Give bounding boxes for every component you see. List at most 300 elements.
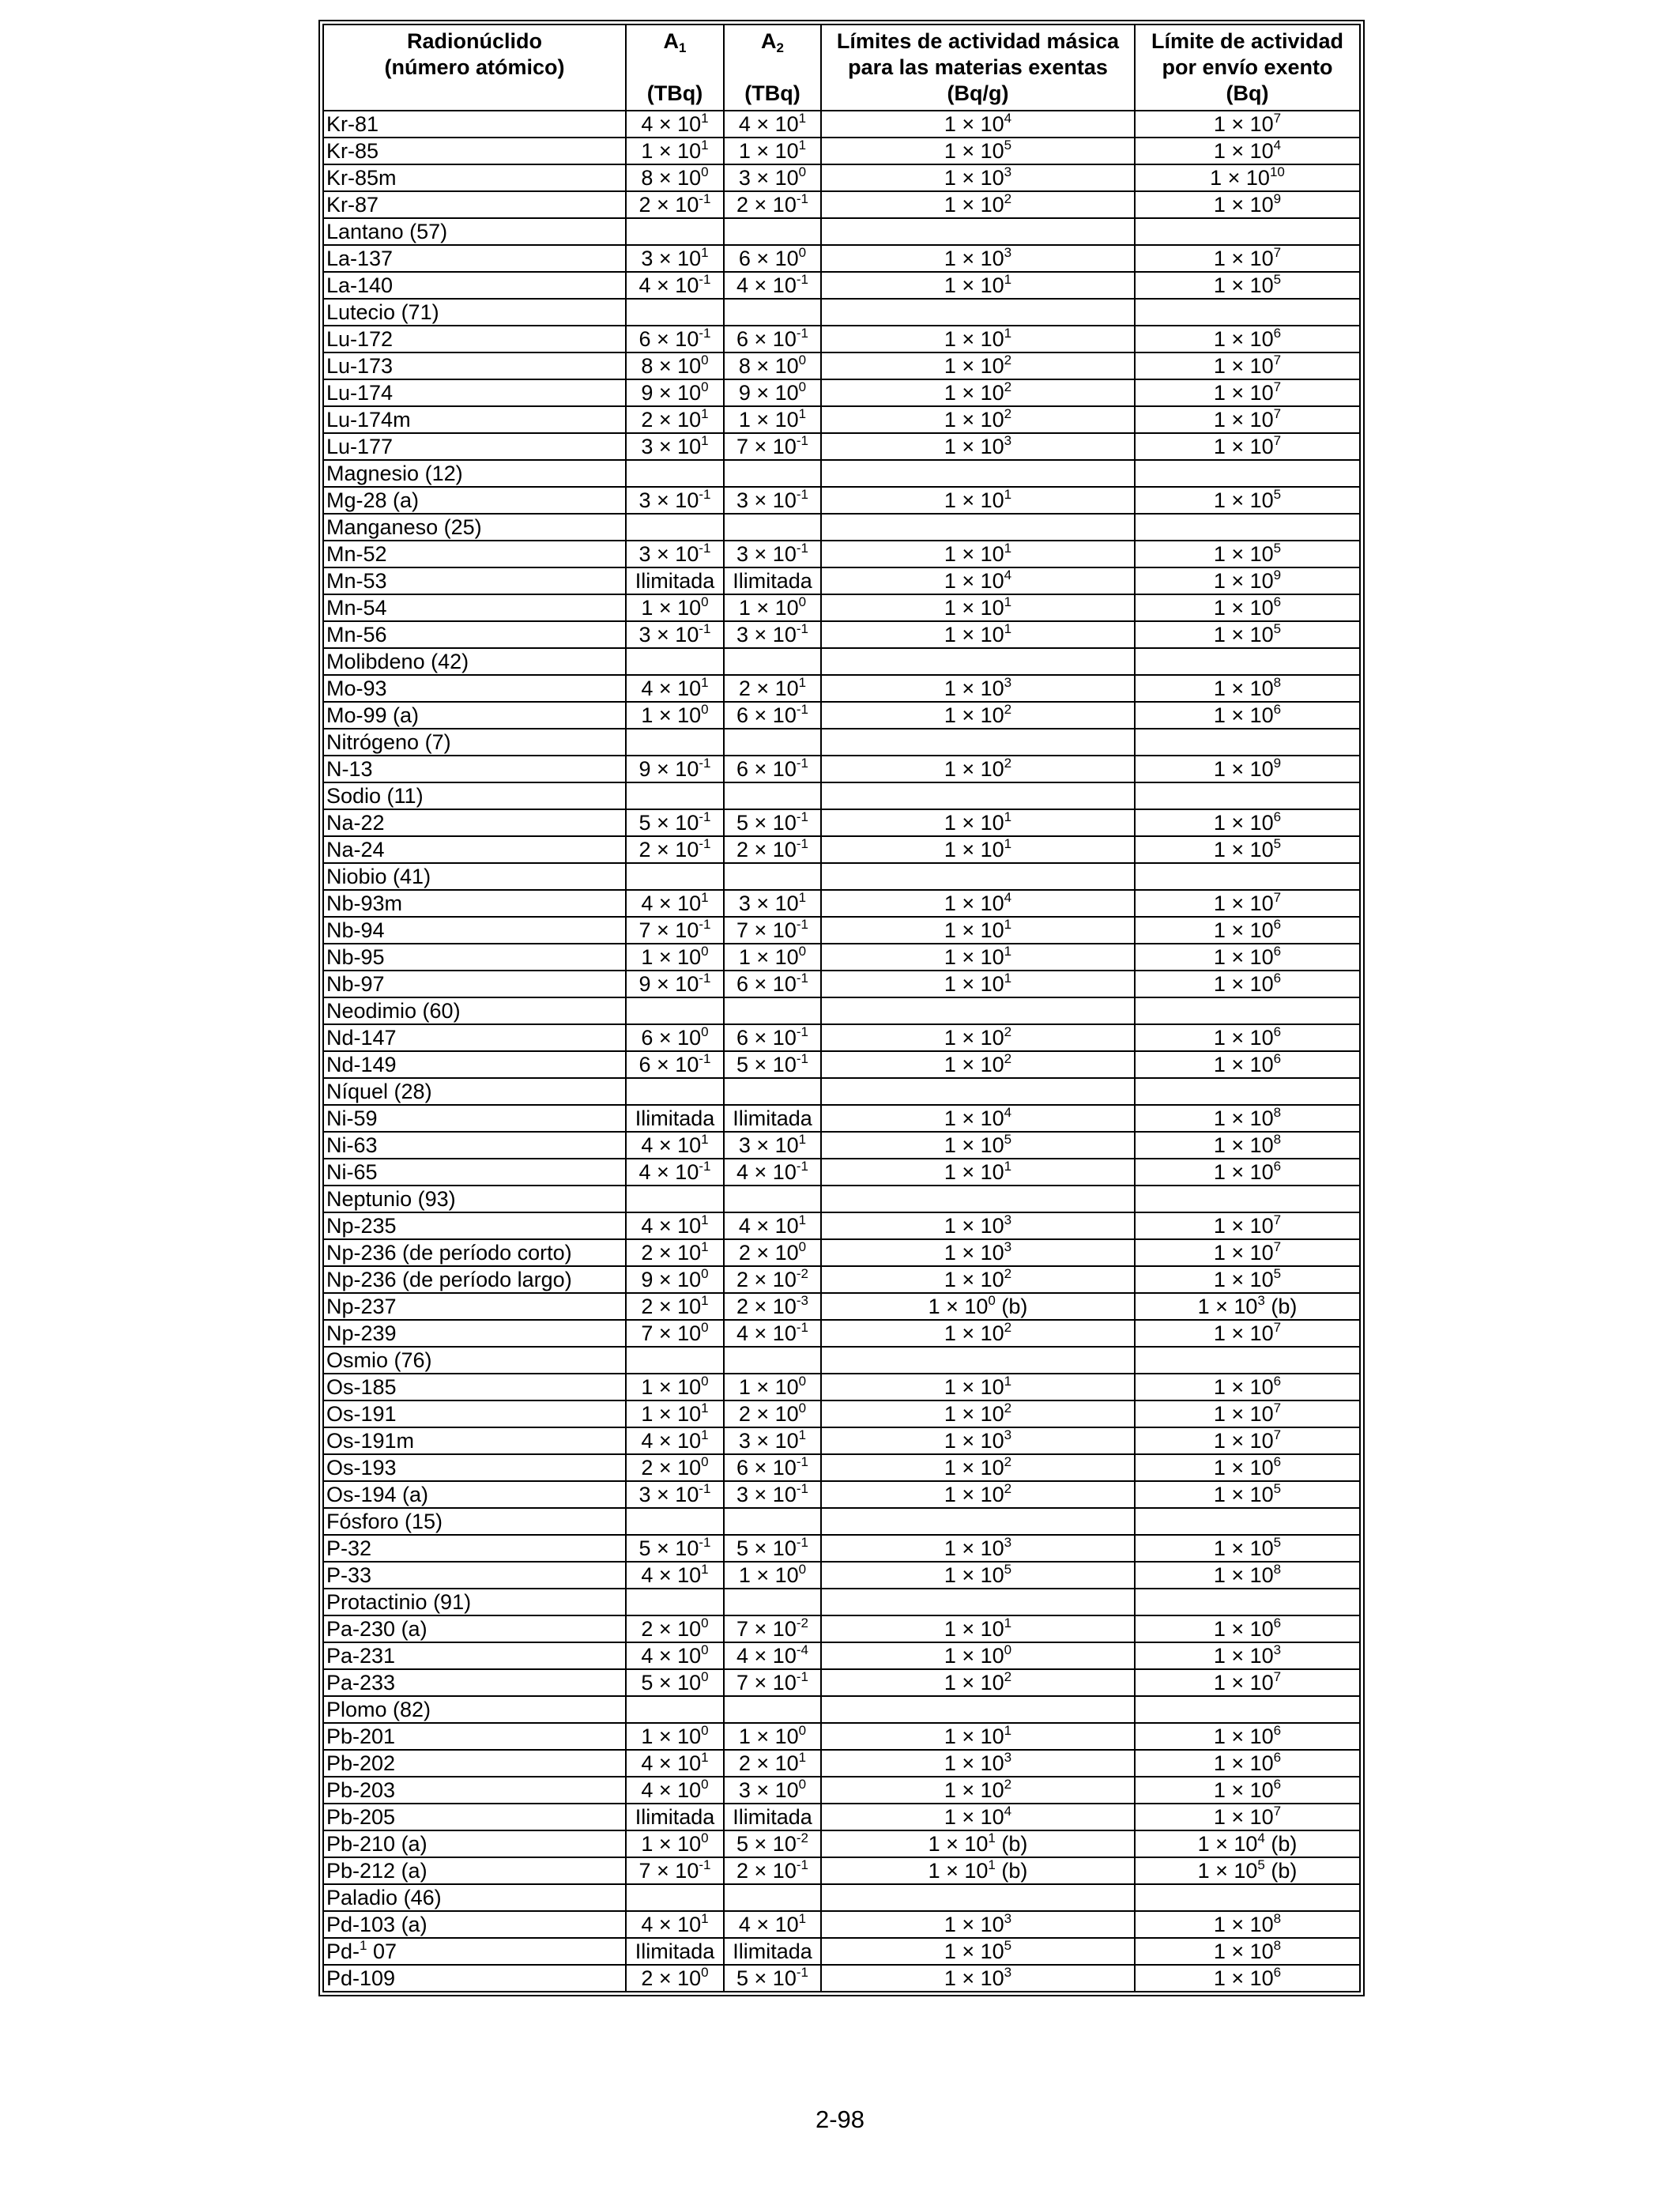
table-row <box>323 406 1360 433</box>
consignment-limit-cell: $1 \times 10^7$ <box>1135 379 1360 406</box>
element-group-row <box>323 514 1360 541</box>
table-row <box>323 836 1360 863</box>
a2-cell: Ilimitada <box>724 1938 821 1965</box>
header-line: por envío exento <box>1162 55 1333 79</box>
mass-limit-cell <box>821 460 1135 487</box>
nuclide-cell: Ni-63 <box>323 1132 626 1159</box>
a2-cell <box>724 1186 821 1212</box>
table-row <box>323 1427 1360 1454</box>
a1-cell: $4 \times 10^0$ <box>626 1642 724 1669</box>
a2-cell: $9 \times 10^0$ <box>724 379 821 406</box>
nuclide-cell: Pb-205 <box>323 1804 626 1830</box>
element-group-row <box>323 863 1360 890</box>
nuclide-cell: Np-236 (de período corto) <box>323 1239 626 1266</box>
consignment-limit-cell <box>1135 1186 1360 1212</box>
nuclide-cell: Pb-202 <box>323 1750 626 1777</box>
nuclide-cell: Lu-172 <box>323 326 626 352</box>
table-row <box>323 326 1360 352</box>
table-row <box>323 1669 1360 1696</box>
mass-limit-cell: $1 \times 10^1$ <box>821 971 1135 997</box>
a1-cell: $3 \times 10^{-1}$ <box>626 487 724 514</box>
table-row <box>323 971 1360 997</box>
a1-cell: $4 \times 10^1$ <box>626 1562 724 1589</box>
a2-cell: $4 \times 10^1$ <box>724 111 821 138</box>
element-group-row <box>323 1884 1360 1911</box>
table-row <box>323 1830 1360 1857</box>
nuclide-cell: Lantano (57) <box>323 218 626 245</box>
a2-cell: $4 \times 10^{-1}$ <box>724 1159 821 1186</box>
nuclide-cell: Manganeso (25) <box>323 514 626 541</box>
nuclide-cell: Nb-95 <box>323 944 626 971</box>
element-group-row <box>323 729 1360 756</box>
nuclide-cell: Mn-53 <box>323 567 626 594</box>
a2-cell: $1 \times 10^0$ <box>724 1723 821 1750</box>
header-unit: (Bq) <box>1226 81 1269 105</box>
a2-cell: $1 \times 10^1$ <box>724 406 821 433</box>
a1-cell: $3 \times 10^1$ <box>626 245 724 272</box>
a1-cell <box>626 1078 724 1105</box>
a2-cell: $8 \times 10^0$ <box>724 352 821 379</box>
a2-cell <box>724 782 821 809</box>
element-group-row <box>323 1508 1360 1535</box>
a1-cell: $4 \times 10^0$ <box>626 1777 724 1804</box>
mass-limit-cell: $1 \times 10^5$ <box>821 1132 1135 1159</box>
a1-cell: $9 \times 10^{-1}$ <box>626 971 724 997</box>
a1-cell: $4 \times 10^1$ <box>626 1427 724 1454</box>
a2-cell: $2 \times 10^0$ <box>724 1400 821 1427</box>
nuclide-cell: Na-24 <box>323 836 626 863</box>
mass-limit-cell: $1 \times 10^1$ <box>821 836 1135 863</box>
mass-limit-cell <box>821 1884 1135 1911</box>
nuclide-cell: Kr-85m <box>323 164 626 191</box>
nuclide-cell: Pb-203 <box>323 1777 626 1804</box>
element-group-row <box>323 1078 1360 1105</box>
header-mass-activity-limits <box>821 25 1135 111</box>
nuclide-cell: Fósforo (15) <box>323 1508 626 1535</box>
a2-cell: $7 \times 10^{-1}$ <box>724 917 821 944</box>
mass-limit-cell: $1 \times 10^5$ <box>821 1938 1135 1965</box>
nuclide-cell: Np-239 <box>323 1320 626 1347</box>
nuclide-cell: Mg-28 (a) <box>323 487 626 514</box>
table-row <box>323 1320 1360 1347</box>
header-line: $A_2$ <box>761 29 784 55</box>
consignment-limit-cell: $1 \times 10^6$ <box>1135 326 1360 352</box>
mass-limit-cell: $1 \times 10^1$ <box>821 809 1135 836</box>
nuclide-cell: Pb-210 (a) <box>323 1830 626 1857</box>
consignment-limit-cell: $1 \times 10^6$ <box>1135 1777 1360 1804</box>
consignment-limit-cell: $1 \times 10^6$ <box>1135 1615 1360 1642</box>
a2-cell: $2 \times 10^1$ <box>724 1750 821 1777</box>
mass-limit-cell: $1 \times 10^3$ <box>821 245 1135 272</box>
mass-limit-cell: $1 \times 10^3$ <box>821 675 1135 702</box>
table-row <box>323 541 1360 567</box>
table-row <box>323 1965 1360 1992</box>
table-row <box>323 191 1360 218</box>
a2-cell: $3 \times 10^1$ <box>724 890 821 917</box>
a1-cell: $5 \times 10^{-1}$ <box>626 1535 724 1562</box>
a1-cell: $2 \times 10^1$ <box>626 406 724 433</box>
mass-limit-cell: $1 \times 10^2$ <box>821 191 1135 218</box>
a1-cell: $3 \times 10^{-1}$ <box>626 541 724 567</box>
table-row <box>323 1105 1360 1132</box>
consignment-limit-cell <box>1135 299 1360 326</box>
mass-limit-cell: $1 \times 10^1$ <box>821 272 1135 299</box>
table-row <box>323 1777 1360 1804</box>
consignment-limit-cell <box>1135 1884 1360 1911</box>
consignment-limit-cell: $1 \times 10^7$ <box>1135 111 1360 138</box>
mass-limit-cell <box>821 514 1135 541</box>
header-a2 <box>724 25 821 111</box>
consignment-limit-cell: $1 \times 10^4$ (b) <box>1135 1830 1360 1857</box>
nuclide-cell: Protactinio (91) <box>323 1589 626 1615</box>
consignment-limit-cell: $1 \times 10^5$ <box>1135 541 1360 567</box>
a1-cell: $2 \times 10^0$ <box>626 1454 724 1481</box>
consignment-limit-cell <box>1135 1589 1360 1615</box>
a1-cell: $1 \times 10^1$ <box>626 138 724 164</box>
a2-cell: $5 \times 10^{-1}$ <box>724 1965 821 1992</box>
a1-cell: Ilimitada <box>626 1804 724 1830</box>
a2-cell <box>724 514 821 541</box>
nuclide-cell: Niobio (41) <box>323 863 626 890</box>
nuclide-cell: Np-237 <box>323 1293 626 1320</box>
a1-cell: $4 \times 10^1$ <box>626 1132 724 1159</box>
a2-cell: $6 \times 10^{-1}$ <box>724 702 821 729</box>
a2-cell <box>724 1589 821 1615</box>
consignment-limit-cell: $1 \times 10^6$ <box>1135 1159 1360 1186</box>
a1-cell: $1 \times 10^0$ <box>626 1374 724 1400</box>
table-row <box>323 1293 1360 1320</box>
nuclide-cell: Nd-147 <box>323 1024 626 1051</box>
table-row <box>323 1374 1360 1400</box>
nuclide-cell: La-140 <box>323 272 626 299</box>
consignment-limit-cell: $1 \times 10^5$ <box>1135 1535 1360 1562</box>
consignment-limit-cell: $1 \times 10^3$ <box>1135 1642 1360 1669</box>
a2-cell <box>724 1884 821 1911</box>
a1-cell: $4 \times 10^1$ <box>626 1911 724 1938</box>
mass-limit-cell: $1 \times 10^1$ <box>821 487 1135 514</box>
table-row <box>323 1051 1360 1078</box>
mass-limit-cell <box>821 1347 1135 1374</box>
a1-cell: $7 \times 10^{-1}$ <box>626 917 724 944</box>
a2-cell: Ilimitada <box>724 1105 821 1132</box>
nuclide-cell: P-33 <box>323 1562 626 1589</box>
element-group-row <box>323 997 1360 1024</box>
a1-cell: $4 \times 10^{-1}$ <box>626 272 724 299</box>
a2-cell <box>724 1696 821 1723</box>
table-row <box>323 890 1360 917</box>
nuclide-cell: Magnesio (12) <box>323 460 626 487</box>
a1-cell <box>626 218 724 245</box>
mass-limit-cell: $1 \times 10^3$ <box>821 1535 1135 1562</box>
consignment-limit-cell: $1 \times 10^6$ <box>1135 1374 1360 1400</box>
element-group-row <box>323 299 1360 326</box>
table-row <box>323 138 1360 164</box>
nuclide-cell: Pa-230 (a) <box>323 1615 626 1642</box>
table-row <box>323 1400 1360 1427</box>
consignment-limit-cell: $1 \times 10^6$ <box>1135 594 1360 621</box>
nuclide-cell: Nd-149 <box>323 1051 626 1078</box>
a1-cell: $1 \times 10^0$ <box>626 1830 724 1857</box>
mass-limit-cell: $1 \times 10^5$ <box>821 1562 1135 1589</box>
a2-cell <box>724 460 821 487</box>
mass-limit-cell: $1 \times 10^1$ <box>821 621 1135 648</box>
nuclide-cell: Sodio (11) <box>323 782 626 809</box>
mass-limit-cell: $1 \times 10^1$ (b) <box>821 1857 1135 1884</box>
table-row <box>323 245 1360 272</box>
a2-cell: $7 \times 10^{-1}$ <box>724 433 821 460</box>
header-line: Límite de actividad <box>1151 29 1344 53</box>
table-row <box>323 1804 1360 1830</box>
consignment-limit-cell <box>1135 514 1360 541</box>
nuclide-cell: Plomo (82) <box>323 1696 626 1723</box>
consignment-limit-cell: $1 \times 10^7$ <box>1135 245 1360 272</box>
consignment-limit-cell: $1 \times 10^8$ <box>1135 675 1360 702</box>
mass-limit-cell: $1 \times 10^4$ <box>821 1105 1135 1132</box>
mass-limit-cell: $1 \times 10^0$ <box>821 1642 1135 1669</box>
consignment-limit-cell: $1 \times 10^7$ <box>1135 1212 1360 1239</box>
nuclide-cell: Pd-103 (a) <box>323 1911 626 1938</box>
a1-cell <box>626 1696 724 1723</box>
a1-cell: $9 \times 10^{-1}$ <box>626 756 724 782</box>
a2-cell: $6 \times 10^{-1}$ <box>724 1454 821 1481</box>
consignment-limit-cell <box>1135 648 1360 675</box>
consignment-limit-cell: $1 \times 10^4$ <box>1135 138 1360 164</box>
mass-limit-cell <box>821 1508 1135 1535</box>
mass-limit-cell: $1 \times 10^1$ <box>821 541 1135 567</box>
nuclide-cell: Os-191 <box>323 1400 626 1427</box>
header-a1 <box>626 25 724 111</box>
a1-cell: $2 \times 10^0$ <box>626 1615 724 1642</box>
a1-cell <box>626 460 724 487</box>
table-row <box>323 1938 1360 1965</box>
a2-cell <box>724 218 821 245</box>
a1-cell: $2 \times 10^{-1}$ <box>626 836 724 863</box>
consignment-limit-cell: $1 \times 10^9$ <box>1135 567 1360 594</box>
consignment-limit-cell: $1 \times 10^6$ <box>1135 917 1360 944</box>
consignment-limit-cell: $1 \times 10^5$ <box>1135 836 1360 863</box>
table-row <box>323 944 1360 971</box>
mass-limit-cell: $1 \times 10^4$ <box>821 111 1135 138</box>
mass-limit-cell: $1 \times 10^1$ <box>821 917 1135 944</box>
consignment-limit-cell: $1 \times 10^6$ <box>1135 944 1360 971</box>
a2-cell: $6 \times 10^0$ <box>724 245 821 272</box>
mass-limit-cell: $1 \times 10^1$ (b) <box>821 1830 1135 1857</box>
a1-cell: Ilimitada <box>626 1938 724 1965</box>
mass-limit-cell <box>821 299 1135 326</box>
table-row <box>323 1615 1360 1642</box>
a1-cell: $6 \times 10^0$ <box>626 1024 724 1051</box>
a2-cell: $2 \times 10^{-3}$ <box>724 1293 821 1320</box>
consignment-limit-cell: $1 \times 10^7$ <box>1135 1400 1360 1427</box>
mass-limit-cell: $1 \times 10^3$ <box>821 164 1135 191</box>
a2-cell <box>724 648 821 675</box>
a2-cell: $4 \times 10^1$ <box>724 1212 821 1239</box>
a2-cell: $3 \times 10^{-1}$ <box>724 1481 821 1508</box>
nuclide-cell: Lu-173 <box>323 352 626 379</box>
a2-cell <box>724 299 821 326</box>
a2-cell: $4 \times 10^{-1}$ <box>724 1320 821 1347</box>
a1-cell: $4 \times 10^1$ <box>626 1750 724 1777</box>
nuclide-cell: Mn-52 <box>323 541 626 567</box>
table-row <box>323 594 1360 621</box>
a1-cell <box>626 782 724 809</box>
nuclide-cell: Nitrógeno (7) <box>323 729 626 756</box>
a1-cell: $4 \times 10^1$ <box>626 675 724 702</box>
mass-limit-cell <box>821 997 1135 1024</box>
nuclide-cell: Kr-81 <box>323 111 626 138</box>
header-line: para las materias exentas <box>848 55 1108 79</box>
nuclide-cell: Pd-109 <box>323 1965 626 1992</box>
nuclide-cell: Nb-97 <box>323 971 626 997</box>
nuclide-cell: Kr-87 <box>323 191 626 218</box>
table-row <box>323 1024 1360 1051</box>
a2-cell: $6 \times 10^{-1}$ <box>724 326 821 352</box>
consignment-limit-cell: $1 \times 10^5$ <box>1135 272 1360 299</box>
table-body <box>323 111 1360 1992</box>
consignment-limit-cell: $1 \times 10^8$ <box>1135 1132 1360 1159</box>
nuclide-cell: Kr-85 <box>323 138 626 164</box>
table-row <box>323 1642 1360 1669</box>
a2-cell: $6 \times 10^{-1}$ <box>724 971 821 997</box>
mass-limit-cell: $1 \times 10^3$ <box>821 1427 1135 1454</box>
mass-limit-cell: $1 \times 10^2$ <box>821 756 1135 782</box>
a1-cell <box>626 1186 724 1212</box>
a1-cell: $3 \times 10^1$ <box>626 433 724 460</box>
mass-limit-cell: $1 \times 10^2$ <box>821 1024 1135 1051</box>
mass-limit-cell: $1 \times 10^1$ <box>821 326 1135 352</box>
table-row <box>323 1132 1360 1159</box>
table-row <box>323 1723 1360 1750</box>
table-row <box>323 111 1360 138</box>
consignment-limit-cell: $1 \times 10^3$ (b) <box>1135 1293 1360 1320</box>
a2-cell <box>724 1508 821 1535</box>
nuclide-cell: Nb-94 <box>323 917 626 944</box>
table-row <box>323 1239 1360 1266</box>
nuclide-cell: Pb-201 <box>323 1723 626 1750</box>
a1-cell: $7 \times 10^0$ <box>626 1320 724 1347</box>
nuclide-cell: Mo-93 <box>323 675 626 702</box>
a1-cell: $8 \times 10^0$ <box>626 352 724 379</box>
a2-cell: $2 \times 10^{-1}$ <box>724 1857 821 1884</box>
header-unit: (Bq/g) <box>947 81 1009 105</box>
consignment-limit-cell <box>1135 1347 1360 1374</box>
mass-limit-cell: $1 \times 10^5$ <box>821 138 1135 164</box>
nuclide-cell: La-137 <box>323 245 626 272</box>
consignment-limit-cell: $1 \times 10^5$ <box>1135 621 1360 648</box>
mass-limit-cell: $1 \times 10^2$ <box>821 1777 1135 1804</box>
a2-cell: $2 \times 10^{-1}$ <box>724 191 821 218</box>
a1-cell <box>626 1884 724 1911</box>
table-row <box>323 379 1360 406</box>
consignment-limit-cell: $1 \times 10^8$ <box>1135 1911 1360 1938</box>
a1-cell: $6 \times 10^{-1}$ <box>626 326 724 352</box>
consignment-limit-cell: $1 \times 10^5$ <box>1135 1266 1360 1293</box>
mass-limit-cell: $1 \times 10^3$ <box>821 1212 1135 1239</box>
a2-cell: $2 \times 10^0$ <box>724 1239 821 1266</box>
a2-cell: $3 \times 10^1$ <box>724 1427 821 1454</box>
mass-limit-cell: $1 \times 10^1$ <box>821 1374 1135 1400</box>
consignment-limit-cell: $1 \times 10^6$ <box>1135 809 1360 836</box>
a1-cell: $2 \times 10^1$ <box>626 1239 724 1266</box>
a2-cell: $3 \times 10^{-1}$ <box>724 621 821 648</box>
nuclide-cell: Pd-$^1$ 07 <box>323 1938 626 1965</box>
nuclide-cell: Pa-233 <box>323 1669 626 1696</box>
consignment-limit-cell <box>1135 1508 1360 1535</box>
nuclide-cell: Pa-231 <box>323 1642 626 1669</box>
a1-cell: $1 \times 10^0$ <box>626 594 724 621</box>
mass-limit-cell: $1 \times 10^2$ <box>821 1454 1135 1481</box>
a2-cell: $5 \times 10^{-1}$ <box>724 1051 821 1078</box>
mass-limit-cell: $1 \times 10^3$ <box>821 1965 1135 1992</box>
radionuclide-table <box>322 24 1361 1992</box>
consignment-limit-cell: $1 \times 10^8$ <box>1135 1562 1360 1589</box>
a1-cell <box>626 863 724 890</box>
table-row <box>323 433 1360 460</box>
a2-cell: Ilimitada <box>724 567 821 594</box>
table-row <box>323 487 1360 514</box>
table-row <box>323 1481 1360 1508</box>
mass-limit-cell <box>821 1589 1135 1615</box>
consignment-limit-cell: $1 \times 10^{10}$ <box>1135 164 1360 191</box>
nuclide-cell: P-32 <box>323 1535 626 1562</box>
header-radionuclide <box>323 25 626 111</box>
table-row <box>323 1911 1360 1938</box>
a1-cell <box>626 997 724 1024</box>
a2-cell: $3 \times 10^0$ <box>724 1777 821 1804</box>
header-line: Límites de actividad másica <box>836 29 1120 53</box>
a2-cell: $7 \times 10^{-2}$ <box>724 1615 821 1642</box>
a1-cell: $4 \times 10^1$ <box>626 890 724 917</box>
consignment-limit-cell: $1 \times 10^6$ <box>1135 1723 1360 1750</box>
element-group-row <box>323 1589 1360 1615</box>
consignment-limit-cell: $1 \times 10^8$ <box>1135 1938 1360 1965</box>
table-row <box>323 1857 1360 1884</box>
mass-limit-cell: $1 \times 10^4$ <box>821 890 1135 917</box>
consignment-limit-cell <box>1135 1078 1360 1105</box>
a2-cell: $1 \times 10^0$ <box>724 594 821 621</box>
mass-limit-cell: $1 \times 10^2$ <box>821 406 1135 433</box>
consignment-limit-cell: $1 \times 10^7$ <box>1135 1239 1360 1266</box>
a2-cell: $5 \times 10^{-1}$ <box>724 809 821 836</box>
a2-cell: $6 \times 10^{-1}$ <box>724 1024 821 1051</box>
a2-cell: $5 \times 10^{-2}$ <box>724 1830 821 1857</box>
a1-cell <box>626 729 724 756</box>
a1-cell: $2 \times 10^0$ <box>626 1965 724 1992</box>
a1-cell: $5 \times 10^0$ <box>626 1669 724 1696</box>
consignment-limit-cell <box>1135 863 1360 890</box>
mass-limit-cell: $1 \times 10^3$ <box>821 1239 1135 1266</box>
table-row <box>323 1562 1360 1589</box>
mass-limit-cell: $1 \times 10^2$ <box>821 702 1135 729</box>
element-group-row <box>323 1696 1360 1723</box>
nuclide-cell: Pb-212 (a) <box>323 1857 626 1884</box>
header-unit: (TBq) <box>646 81 703 105</box>
a1-cell: $5 \times 10^{-1}$ <box>626 809 724 836</box>
a1-cell: $1 \times 10^0$ <box>626 702 724 729</box>
table-row <box>323 702 1360 729</box>
a1-cell <box>626 1347 724 1374</box>
a1-cell: $9 \times 10^0$ <box>626 379 724 406</box>
mass-limit-cell <box>821 1186 1135 1212</box>
consignment-limit-cell: $1 \times 10^5$ <box>1135 1481 1360 1508</box>
a1-cell: $1 \times 10^0$ <box>626 1723 724 1750</box>
a1-cell: $8 \times 10^0$ <box>626 164 724 191</box>
mass-limit-cell: $1 \times 10^3$ <box>821 1750 1135 1777</box>
a2-cell: $3 \times 10^{-1}$ <box>724 541 821 567</box>
nuclide-cell: Molibdeno (42) <box>323 648 626 675</box>
mass-limit-cell: $1 \times 10^2$ <box>821 352 1135 379</box>
consignment-limit-cell: $1 \times 10^6$ <box>1135 1024 1360 1051</box>
